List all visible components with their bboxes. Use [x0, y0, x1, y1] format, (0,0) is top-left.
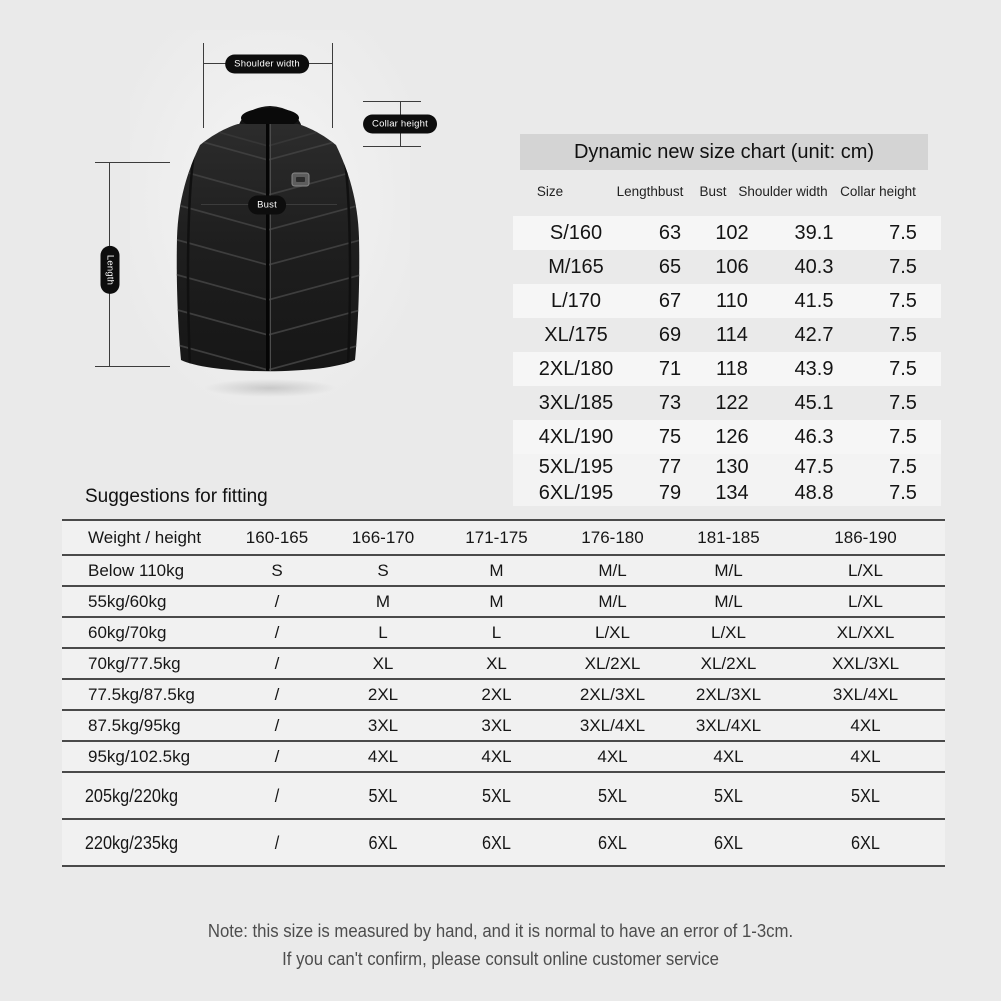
fitting-cell: / — [274, 622, 280, 642]
fitting-cell: / — [274, 653, 280, 673]
fitting-cell: 2XL/3XL — [579, 684, 646, 704]
fitting-cell: / — [274, 784, 280, 806]
size-cell: 73 — [658, 392, 682, 414]
fitting-cell: 2XL — [481, 684, 512, 704]
fitting-cell: 5XL — [598, 784, 627, 806]
fitting-cell: M — [375, 591, 391, 611]
size-row-5xl — [513, 454, 941, 480]
fitting-cell: L/XL — [711, 622, 746, 642]
size-cell: 5XL/195 — [538, 456, 614, 478]
size-row-xl — [513, 318, 941, 352]
fitting-cell: 6XL — [368, 831, 398, 853]
shoulder-width-right-tick — [332, 43, 333, 128]
fitting-cell: 2XL/3XL — [695, 684, 762, 704]
fitting-cell: L/XL — [595, 622, 630, 642]
size-row-m — [513, 250, 941, 284]
size-chart-header — [520, 184, 932, 206]
size-row-l — [513, 284, 941, 318]
size-cell: 114 — [716, 324, 748, 346]
vest-shadow — [204, 379, 336, 397]
size-cell: 7.5 — [889, 290, 917, 312]
size-cell: 69 — [658, 324, 682, 346]
fitting-row — [62, 680, 945, 711]
size-cell: 79 — [658, 482, 682, 504]
fitting-cell: Below 110kg — [88, 560, 185, 580]
size-row-s — [513, 216, 941, 250]
size-cell: 67 — [658, 290, 682, 312]
size-cell: 7.5 — [889, 456, 917, 478]
size-cell: 7.5 — [889, 222, 917, 244]
size-row-2xl — [513, 352, 941, 386]
fitting-cell: 4XL — [597, 746, 628, 766]
fitting-cell: 205kg/220kg — [84, 784, 179, 806]
size-cell: 2XL/180 — [538, 358, 614, 380]
vest-zipper-highlight — [270, 124, 271, 371]
column-header-length: Lengthbust — [616, 184, 684, 199]
fitting-cell: 60kg/70kg — [88, 622, 167, 642]
collar-height-label: Collar height — [363, 115, 437, 134]
fitting-cell: M — [489, 560, 504, 580]
fitting-header-181-185: 181-185 — [697, 527, 760, 547]
size-cell: 40.3 — [794, 256, 834, 278]
fitting-row — [62, 711, 945, 742]
fitting-cell: 2XL — [367, 684, 399, 704]
size-cell: M/165 — [548, 256, 604, 278]
fitting-cell: M/L — [714, 591, 743, 611]
size-cell: 106 — [715, 256, 749, 278]
fitting-row — [62, 618, 945, 649]
fitting-header-176-180: 176-180 — [581, 527, 644, 547]
size-cell: 7.5 — [889, 426, 917, 448]
size-cell: 48.8 — [794, 482, 834, 504]
fitting-cell: XL/2XL — [584, 653, 641, 673]
fitting-cell: 5XL — [851, 784, 880, 806]
size-cell: 118 — [716, 358, 748, 380]
fitting-heading: Suggestions for fitting — [85, 486, 268, 507]
size-cell: 110 — [716, 290, 748, 312]
fitting-cell: M/L — [598, 591, 627, 611]
size-cell: 7.5 — [889, 358, 917, 380]
fitting-cell: 4XL — [367, 746, 399, 766]
column-header-shoulder-width: Shoulder width — [738, 184, 828, 199]
fitting-cell: 3XL — [481, 715, 512, 735]
size-cell: 41.5 — [794, 290, 834, 312]
size-row-4xl — [513, 420, 941, 454]
shoulder-width-left-tick — [203, 43, 204, 128]
size-cell: 43.9 — [794, 358, 834, 380]
size-cell: 126 — [715, 426, 749, 448]
size-cell: 7.5 — [889, 324, 917, 346]
fitting-row — [62, 742, 945, 773]
fitting-cell: 6XL — [598, 831, 627, 853]
fitting-cell: / — [274, 591, 280, 611]
fitting-cell: L/XL — [848, 560, 883, 580]
fitting-cell: 5XL — [714, 784, 743, 806]
fitting-row — [62, 820, 945, 867]
size-cell: 130 — [715, 456, 749, 478]
size-cell: 4XL/190 — [538, 426, 614, 448]
collar-height-top-tick — [363, 101, 421, 102]
fitting-cell: 6XL — [482, 831, 511, 853]
vest-image — [130, 30, 410, 405]
fitting-cell: / — [274, 746, 280, 766]
fitting-cell: XL/2XL — [700, 653, 757, 673]
fitting-cell: 3XL — [367, 715, 399, 735]
shoulder-width-label: Shoulder width — [225, 55, 309, 74]
size-cell: 63 — [658, 222, 682, 244]
size-cell: 134 — [715, 482, 749, 504]
size-cell: 122 — [715, 392, 749, 414]
fitting-cell: L/XL — [848, 591, 883, 611]
length-label: Length — [101, 246, 120, 294]
fitting-cell: XL — [486, 653, 507, 673]
fitting-cell: 3XL/4XL — [832, 684, 899, 704]
size-cell: 77 — [658, 456, 682, 478]
fitting-table — [62, 519, 945, 867]
fitting-cell: 5XL — [368, 784, 398, 806]
fitting-cell: 4XL — [713, 746, 744, 766]
size-chart-body — [513, 216, 941, 506]
collar-height-bottom-tick — [363, 146, 421, 147]
fitting-cell: 87.5kg/95kg — [88, 715, 181, 735]
size-cell: 102 — [715, 222, 749, 244]
fitting-header-weight-height: Weight / height — [88, 527, 202, 547]
column-header-bust: Bust — [699, 184, 727, 199]
fitting-cell: 55kg/60kg — [88, 591, 167, 611]
size-cell: 45.1 — [794, 392, 834, 414]
size-cell: 7.5 — [889, 482, 917, 504]
size-cell: 46.3 — [794, 426, 834, 448]
length-top-tick — [95, 162, 170, 163]
size-cell: 3XL/185 — [538, 392, 614, 414]
fitting-cell: 95kg/102.5kg — [88, 746, 191, 766]
measurement-note — [35, 917, 966, 973]
fitting-header-160-165: 160-165 — [245, 527, 309, 547]
size-cell: XL/175 — [544, 324, 608, 346]
column-header-collar-height: Collar height — [840, 184, 916, 199]
size-cell: 42.7 — [794, 324, 834, 346]
fitting-row — [62, 649, 945, 680]
size-cell: 71 — [658, 358, 682, 380]
fitting-cell: 3XL/4XL — [695, 715, 762, 735]
fitting-cell: M/L — [714, 560, 743, 580]
fitting-row — [62, 556, 945, 587]
size-cell: 47.5 — [794, 456, 834, 478]
bust-label: Bust — [248, 196, 286, 215]
fitting-cell: 4XL — [850, 746, 881, 766]
size-cell: 7.5 — [889, 392, 917, 414]
note-line-1: Note: this size is measured by hand, and it is normal to have an error of 1-3cm. — [207, 921, 794, 941]
fitting-cell: 6XL — [714, 831, 743, 853]
fitting-cell: XL — [372, 653, 394, 673]
size-cell: 75 — [658, 426, 682, 448]
fitting-cell: 3XL/4XL — [579, 715, 646, 735]
fitting-cell: M — [489, 591, 504, 611]
fitting-row — [62, 587, 945, 618]
fitting-cell: S — [271, 560, 283, 580]
fitting-cell: 6XL — [851, 831, 880, 853]
fitting-header-186-190: 186-190 — [834, 527, 897, 547]
size-chart-title: Dynamic new size chart (unit: cm) — [520, 134, 928, 170]
size-row-6xl — [513, 480, 941, 506]
fitting-cell: / — [274, 715, 280, 735]
fitting-table-header — [62, 521, 945, 556]
column-header-size: Size — [536, 184, 564, 199]
length-bottom-tick — [95, 366, 170, 367]
fitting-cell: / — [274, 831, 280, 853]
fitting-cell: 4XL — [481, 746, 512, 766]
fitting-cell: XXL/3XL — [831, 653, 900, 673]
fitting-header-171-175: 171-175 — [465, 527, 528, 547]
size-cell: 7.5 — [889, 256, 917, 278]
fitting-cell: S — [377, 560, 389, 580]
size-cell: 65 — [658, 256, 682, 278]
fitting-cell: / — [274, 684, 280, 704]
size-cell: S/160 — [549, 222, 603, 244]
fitting-cell: 220kg/235kg — [84, 831, 179, 853]
fitting-cell: L — [378, 622, 388, 642]
fitting-cell: 70kg/77.5kg — [88, 653, 181, 673]
fitting-cell: 5XL — [482, 784, 511, 806]
fitting-row — [62, 773, 945, 820]
size-row-3xl — [513, 386, 941, 420]
fitting-header-166-170: 166-170 — [351, 527, 415, 547]
fitting-cell: XL/XXL — [836, 622, 895, 642]
size-cell: 6XL/195 — [538, 482, 614, 504]
fitting-cell: L — [491, 622, 502, 642]
fitting-cell: 4XL — [850, 715, 881, 735]
fitting-cell: M/L — [598, 560, 627, 580]
fitting-cell: 77.5kg/87.5kg — [88, 684, 195, 704]
size-cell: 39.1 — [794, 222, 834, 244]
vest-zipper — [266, 124, 269, 371]
note-line-2: If you can't confirm, please consult online customer service — [282, 949, 719, 969]
size-cell: L/170 — [550, 290, 602, 312]
